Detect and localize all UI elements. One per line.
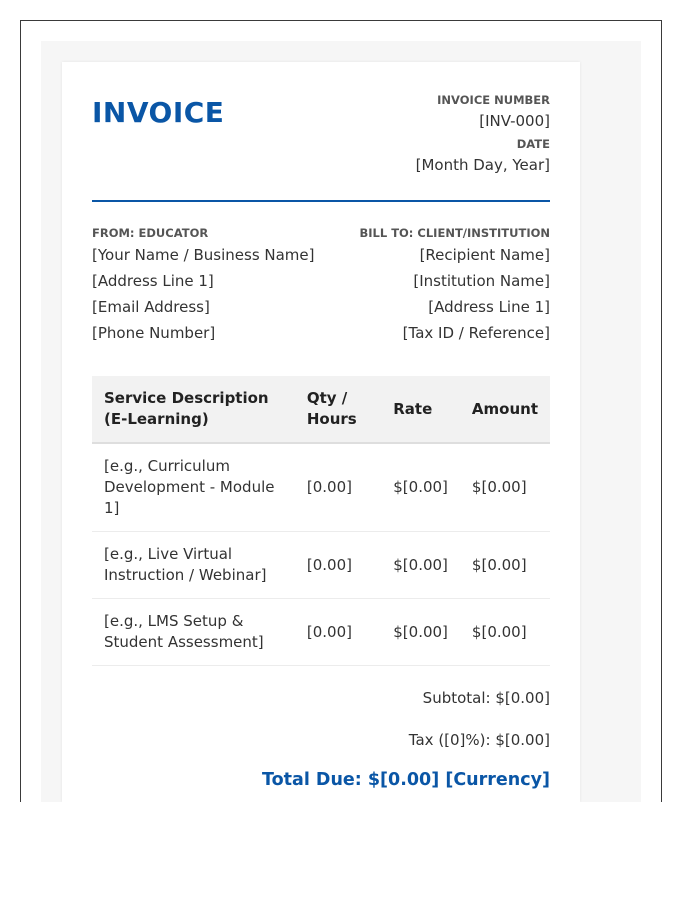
from-line: [Your Name / Business Name] <box>92 246 315 264</box>
cell-amount: $[0.00] <box>460 443 550 532</box>
from-line: [Email Address] <box>92 298 210 316</box>
page-frame <box>20 20 662 802</box>
cell-amount: $[0.00] <box>460 532 550 599</box>
cell-qty: [0.00] <box>295 443 381 532</box>
header-description: Service Description (E-Learning) <box>92 376 295 443</box>
invoice-date-label: DATE <box>516 137 550 151</box>
tax: Tax ([0]%): $[0.00] <box>408 731 550 749</box>
header-qty: Qty / Hours <box>295 376 381 443</box>
bill-to-line: [Institution Name] <box>413 272 550 290</box>
invoice-date-value: [Month Day, Year] <box>415 156 550 174</box>
cell-qty: [0.00] <box>295 532 381 599</box>
bill-to-line: [Address Line 1] <box>428 298 550 316</box>
table-row <box>92 443 550 532</box>
bill-to-line: [Recipient Name] <box>419 246 550 264</box>
total-due: Total Due: $[0.00] [Currency] <box>262 770 550 790</box>
invoice-title: INVOICE <box>92 96 225 129</box>
bill-to-label: BILL TO: CLIENT/INSTITUTION <box>359 226 550 240</box>
cell-description: [e.g., LMS Setup & Student Assessment] <box>92 599 295 666</box>
table-row <box>92 599 550 666</box>
invoice-document <box>62 62 580 802</box>
invoice-header <box>92 62 550 202</box>
invoice-number-value: [INV-000] <box>479 112 550 130</box>
header-amount: Amount <box>460 376 550 443</box>
from-line: [Address Line 1] <box>92 272 214 290</box>
invoice-number-label: INVOICE NUMBER <box>437 93 550 107</box>
cell-amount: $[0.00] <box>460 599 550 666</box>
totals-section <box>92 688 550 790</box>
line-items-table <box>92 376 550 666</box>
cell-rate: $[0.00] <box>381 599 460 666</box>
table-header-row <box>92 376 550 443</box>
bill-to-block <box>359 224 550 346</box>
from-block <box>92 224 315 346</box>
cell-rate: $[0.00] <box>381 443 460 532</box>
bill-to-line: [Tax ID / Reference] <box>402 324 550 342</box>
header-rate: Rate <box>381 376 460 443</box>
cell-rate: $[0.00] <box>381 532 460 599</box>
from-label: FROM: EDUCATOR <box>92 226 209 240</box>
subtotal: Subtotal: $[0.00] <box>422 689 550 707</box>
from-line: [Phone Number] <box>92 324 216 342</box>
parties-section <box>92 224 550 346</box>
cell-qty: [0.00] <box>295 599 381 666</box>
cell-description: [e.g., Curriculum Development - Module 1] <box>92 443 295 532</box>
table-row <box>92 532 550 599</box>
invoice-meta <box>416 92 550 180</box>
cell-description: [e.g., Live Virtual Instruction / Webinar] <box>92 532 295 599</box>
